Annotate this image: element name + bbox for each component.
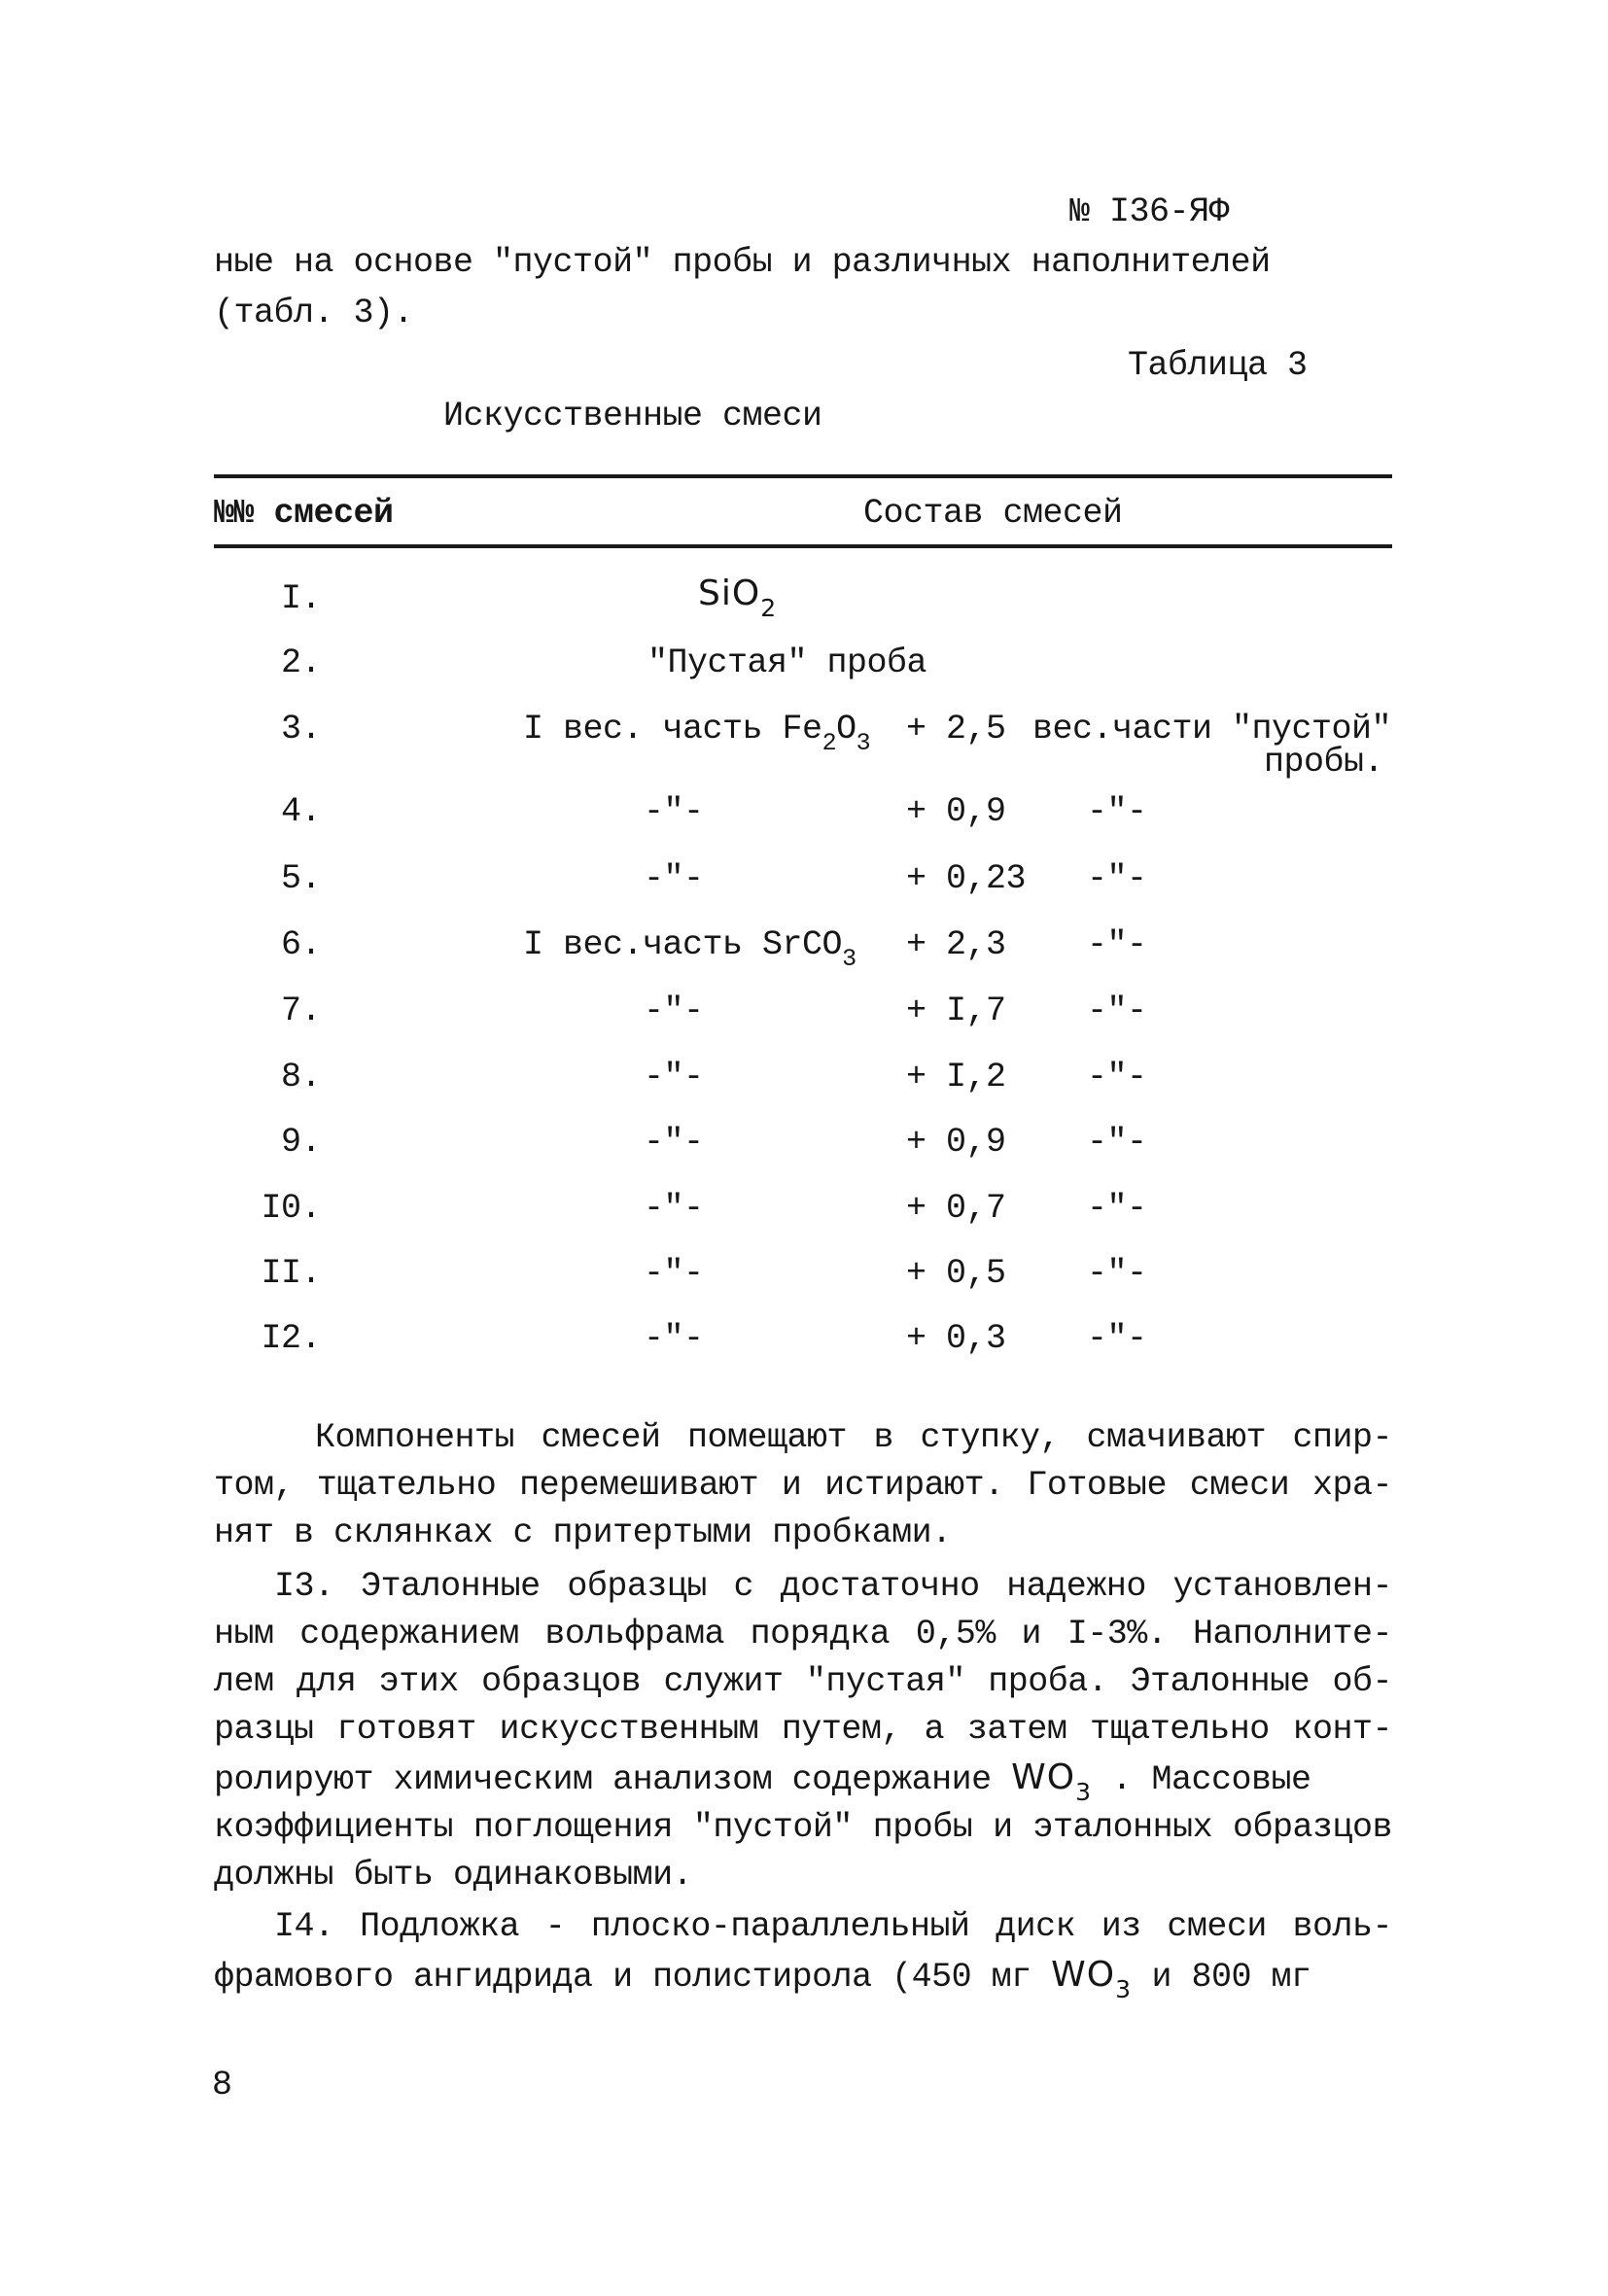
row-number: I2. (261, 1319, 321, 1358)
table-header-rule (214, 544, 1392, 548)
row-composition: SiO$_2$ (698, 574, 778, 622)
paragraph-line: I3. Эталонные образцы с достаточно надежно установлен- (274, 1567, 1392, 1606)
row-filler-continued: пробы. (1264, 743, 1384, 782)
row-ditto: -"- (1087, 1189, 1147, 1228)
formula-wo3: $WO_3$ (1051, 1955, 1132, 2003)
row-ditto: -"- (644, 792, 704, 831)
row-number: 3. (280, 710, 321, 748)
paragraph-line: разцы готовят искусственным путем, а затем тщательно конт- (214, 1710, 1392, 1749)
row-number: I0. (261, 1189, 321, 1228)
paragraph-line: фрамового ангидрида и полистирола (450 мг $WO_3$ и 800 мг (214, 1955, 1311, 2003)
row-ditto: -"- (644, 1189, 704, 1228)
row-number: 4. (280, 792, 321, 831)
row-number: 9. (280, 1123, 321, 1162)
row-ditto: -"- (644, 1123, 704, 1162)
paragraph-line: ролируют химическим анализом содержание $WO_3$ . Массовые (214, 1757, 1311, 1806)
row-ditto: -"- (1087, 1058, 1147, 1096)
row-number: 8. (280, 1058, 321, 1096)
table-top-rule (214, 474, 1392, 478)
row-ditto: -"- (1087, 792, 1147, 831)
row-ditto: -"- (644, 1254, 704, 1293)
row-number: 2. (280, 644, 321, 682)
row-composition: "Пустая" проба (647, 644, 927, 682)
row-number: 5. (280, 859, 321, 898)
row-amount: + 0,9 (906, 792, 1006, 831)
paragraph-line: том, тщательно перемешивают и истирают. Готовые смеси хра- (214, 1466, 1392, 1505)
row-amount: + 0,3 (906, 1319, 1006, 1358)
document-number: № I36-ЯФ (1069, 192, 1230, 231)
row-number: I. (280, 579, 321, 618)
formula-wo3: $WO_3$ (1011, 1757, 1092, 1806)
row-ditto: -"- (1087, 1319, 1147, 1358)
row-ditto: -"- (1087, 1123, 1147, 1162)
row-amount: + I,2 (906, 1058, 1006, 1096)
paragraph-line: I4. Подложка - плоско-параллельный диск из смеси воль- (274, 1907, 1392, 1946)
row-ditto: -"- (644, 1319, 704, 1358)
paragraph-line: ным содержанием вольфрама порядка 0,5% и I-3%. Наполните- (214, 1615, 1392, 1653)
paragraph-line: Компоненты смесей помещают в ступку, смачивают спир- (315, 1418, 1392, 1457)
row-amount: + 0,5 (906, 1254, 1006, 1293)
paragraph-line: должны быть одинаковыми. (214, 1856, 693, 1895)
row-number: 7. (280, 991, 321, 1030)
row-amount: + 0,23 (906, 859, 1027, 898)
intro-line-2: (табл. 3). (214, 294, 414, 332)
row-amount: + 2,5 (906, 710, 1006, 748)
paragraph-reference-samples (214, 1563, 1392, 1899)
row-ditto: -"- (644, 859, 704, 898)
intro-line-1: ные на основе "пустой" пробы и различных наполнителей (214, 243, 1271, 282)
row-filler: вес.части "пустой" (1032, 710, 1392, 748)
row-number: 6. (280, 925, 321, 964)
row-ditto: -"- (1087, 925, 1147, 964)
paragraph-line: лем для этих образцов служит "пустая" проба. Эталонные об- (214, 1662, 1392, 1701)
page-number: 8 (212, 2066, 232, 2105)
row-amount: + 2,3 (906, 925, 1006, 964)
row-component-fe2o3: I вес. часть $Fe_2O_3$ (523, 710, 871, 757)
paragraph-mixing (214, 1414, 1392, 1557)
paragraph-line: нят в склянках с притертыми пробками. (214, 1513, 952, 1552)
row-amount: + I,7 (906, 991, 1006, 1030)
row-ditto: -"- (1087, 991, 1147, 1030)
row-component-srco3: I вес.часть SrCO$_3$ (523, 925, 856, 973)
row-ditto: -"- (644, 991, 704, 1030)
row-amount: + 0,9 (906, 1123, 1006, 1162)
row-ditto: -"- (644, 1058, 704, 1096)
table-label: Таблица 3 (1128, 346, 1308, 385)
row-number: II. (261, 1254, 321, 1293)
row-ditto: -"- (1087, 859, 1147, 898)
table-title: Искусственные смеси (443, 397, 822, 435)
row-amount: + 0,7 (906, 1189, 1006, 1228)
paragraph-line: коэффициенты поглощения "пустой" пробы и эталонных образцов (214, 1808, 1392, 1847)
col-header-number: №№ смесей (214, 494, 394, 533)
row-ditto: -"- (1087, 1254, 1147, 1293)
paragraph-substrate (214, 1903, 1392, 2001)
col-header-composition: Состав смесей (863, 494, 1123, 533)
